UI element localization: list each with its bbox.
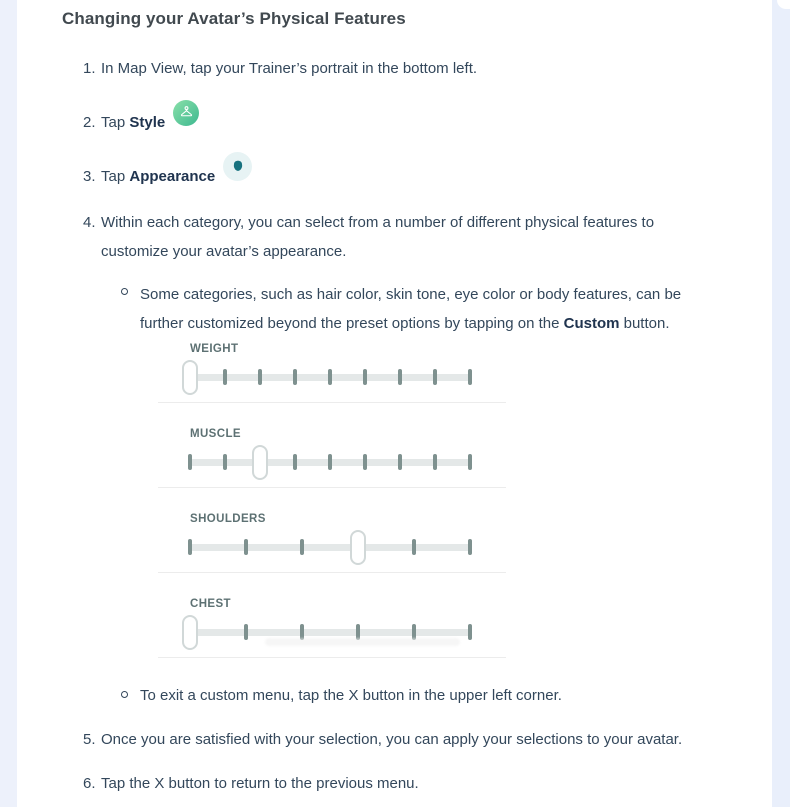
slider-handle (182, 360, 198, 395)
custom-sliders-figure (158, 339, 506, 679)
slider-tick (223, 454, 227, 470)
slider-label: CHEST (190, 598, 231, 610)
bullet-marker-icon (121, 691, 128, 698)
slider-row-chest (158, 594, 506, 679)
step-4 (83, 208, 701, 266)
step-6 (83, 774, 419, 794)
step-text-prefix: Tap (101, 114, 130, 131)
slider-tick (258, 369, 262, 385)
step-text-prefix: Tap (101, 168, 130, 185)
bullet-text-prefix: Some categories, such as hair color, skin tone, eye color or body features, can be further customized beyond the preset options by tapping on the (140, 286, 682, 332)
slider-label: WEIGHT (190, 343, 239, 355)
step-number: 4. (83, 214, 96, 231)
style-hanger-icon (173, 100, 199, 126)
slider-weight (190, 359, 470, 395)
appearance-face-icon (223, 152, 252, 181)
slider-handle (182, 615, 198, 650)
slider-tick (398, 369, 402, 385)
step-text: Within each category, you can select from a number of different physical features to customize your avatar’s appearance. (101, 214, 655, 260)
slider-tick (188, 539, 192, 555)
bullet-exit (121, 686, 562, 706)
right-margin-strip (772, 0, 790, 807)
slider-tick (328, 369, 332, 385)
slider-tick (244, 624, 248, 640)
slider-tick (433, 369, 437, 385)
left-margin-strip (0, 0, 17, 807)
bullet-text (140, 280, 715, 338)
row-divider (158, 657, 506, 658)
slider-tick (468, 369, 472, 385)
slider-track (190, 629, 472, 636)
slider-label: MUSCLE (190, 428, 241, 440)
step-text (101, 113, 199, 139)
bullet-text: To exit a custom menu, tap the X button in the upper left corner. (140, 687, 562, 704)
bullet-custom (121, 280, 715, 338)
page-title: Changing your Avatar’s Physical Features (62, 9, 406, 28)
slider-muscle (190, 444, 470, 480)
slider-shoulders (190, 529, 470, 565)
slider-tick (398, 454, 402, 470)
slider-tick (363, 369, 367, 385)
slider-tick (188, 454, 192, 470)
slider-handle (350, 530, 366, 565)
bullet-bold-word: Custom (563, 315, 620, 332)
step-2 (83, 113, 199, 139)
slider-tick (433, 454, 437, 470)
slider-tick (293, 369, 297, 385)
step-3 (83, 167, 252, 196)
slider-row-weight (158, 339, 506, 424)
step-text: Tap the X button to return to the previous menu. (101, 775, 419, 792)
bullet-text-suffix: button. (619, 315, 670, 332)
slider-tick (328, 454, 332, 470)
step-number: 1. (83, 60, 96, 77)
slider-tick (363, 454, 367, 470)
row-divider (158, 402, 506, 403)
slider-handle (252, 445, 268, 480)
step-number: 6. (83, 775, 96, 792)
step-number: 3. (83, 168, 96, 185)
step-5 (83, 730, 682, 750)
step-number: 5. (83, 731, 96, 748)
step-text: In Map View, tap your Trainer’s portrait in the bottom left. (101, 60, 478, 77)
step-bold-word: Appearance (129, 168, 216, 185)
step-1 (83, 59, 477, 79)
slider-tick (468, 624, 472, 640)
step-number: 2. (83, 114, 96, 131)
slider-tick (293, 454, 297, 470)
faint-watermark (265, 638, 460, 646)
step-text (101, 167, 252, 196)
row-divider (158, 487, 506, 488)
slider-tick (468, 454, 472, 470)
slider-row-muscle (158, 424, 506, 509)
slider-row-shoulders (158, 509, 506, 594)
slider-tick (300, 539, 304, 555)
slider-tick (412, 539, 416, 555)
step-bold-word: Style (129, 114, 166, 131)
row-divider (158, 572, 506, 573)
slider-tick (244, 539, 248, 555)
slider-track (190, 544, 472, 551)
step-text: Once you are satisfied with your selection, you can apply your selections to your avatar. (101, 731, 683, 748)
slider-label: SHOULDERS (190, 513, 266, 525)
slider-tick (468, 539, 472, 555)
bullet-marker-icon (121, 288, 128, 295)
slider-tick (223, 369, 227, 385)
